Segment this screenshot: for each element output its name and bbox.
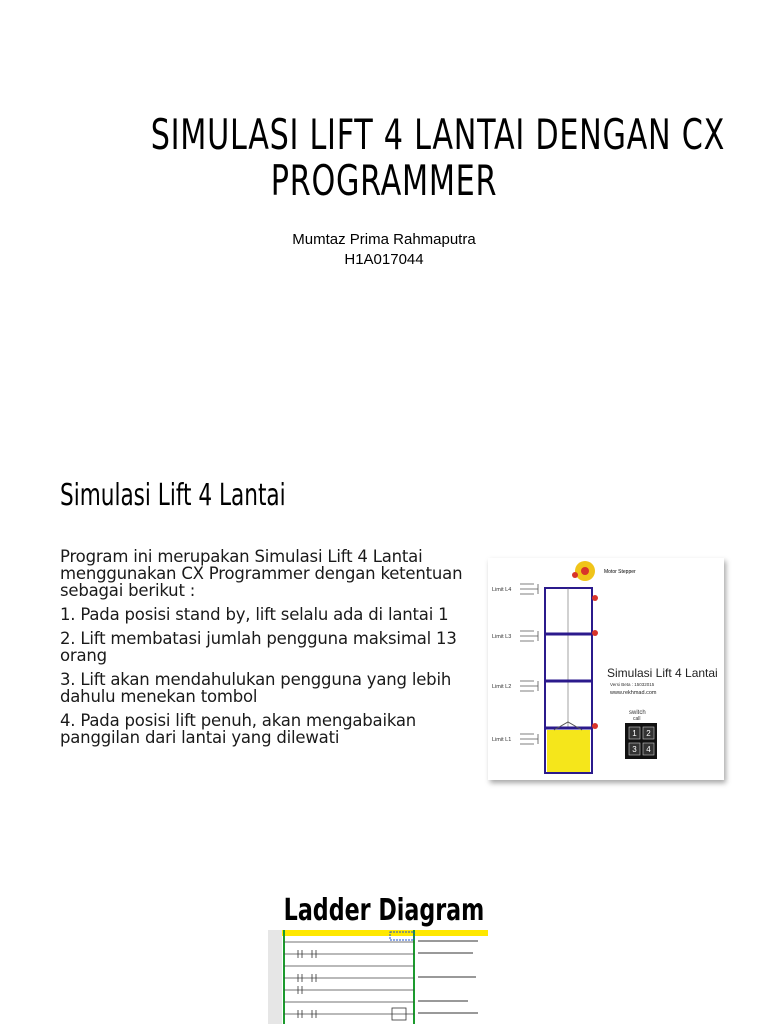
limit-switch-icon: [520, 734, 538, 744]
rule-item-4: 4. Pada posisi lift penuh, akan mengabaikan panggilan dari lantai yang dilewati: [60, 711, 417, 747]
limit-label-3: Limit L3: [492, 634, 512, 640]
sensor-icon: [592, 595, 598, 601]
limit-label-1: Limit L1: [492, 737, 512, 743]
slide-subtitle: [0, 230, 768, 270]
comment-text: [418, 976, 476, 978]
slide-title-line-1: SIMULASI LIFT 4 LANTAI DENGAN CX: [150, 110, 726, 159]
limit-label-4: Limit L4: [492, 587, 512, 593]
call-label: call: [633, 716, 641, 722]
call-button-1-label: 1: [632, 729, 637, 738]
motor-label: Motor Stepper: [604, 569, 636, 575]
figure-website: www.rekhmad.com: [610, 690, 657, 696]
limit-switch-icon: [520, 631, 538, 641]
limit-label-2: Limit L2: [492, 684, 512, 690]
comment-text: [418, 1012, 478, 1014]
ladder-diagram: [268, 930, 488, 1024]
comment-text: [418, 952, 473, 954]
author-name: Mumtaz Prima Rahmaputra: [292, 231, 476, 248]
rule-item-1: 1. Pada posisi stand by, lift selalu ada di lantai 1: [60, 605, 449, 624]
lift-car: [547, 730, 590, 772]
sensor-icon: [592, 630, 598, 636]
comment-text: [418, 940, 478, 942]
slide-title-line-2: PROGRAMMER: [270, 156, 498, 205]
student-id: H1A017044: [344, 251, 424, 268]
ladder-diagram-image: [268, 930, 488, 1024]
body-text: [60, 548, 480, 753]
ladder-heading: Ladder Diagram: [283, 893, 485, 928]
rule-item-2: 2. Lift membatasi jumlah pengguna maksimal 13 orang: [60, 629, 457, 665]
ladder-highlight-bar: [268, 930, 488, 936]
motor-hub-icon: [581, 567, 589, 575]
limit-switch-icon: [520, 681, 538, 691]
call-button-4-label: 4: [646, 745, 651, 754]
switch-label: switch: [629, 710, 646, 716]
sensor-icon: [572, 572, 578, 578]
figure-version: Versi Beta : 15032015: [610, 682, 655, 687]
limit-switch-icon: [520, 584, 538, 594]
comment-text: [418, 1000, 468, 1002]
lift-diagram: [488, 558, 724, 780]
section-heading: Simulasi Lift 4 Lantai: [60, 478, 286, 513]
slide-title: [150, 110, 726, 205]
ladder-line-numbers: [268, 930, 282, 1024]
sensor-icon: [592, 723, 598, 729]
call-button-2-label: 2: [646, 729, 651, 738]
rule-item-3: 3. Lift akan mendahulukan pengguna yang lebih dahulu menekan tombol: [60, 670, 452, 706]
figure-title: Simulasi Lift 4 Lantai: [607, 666, 718, 680]
lift-simulation-figure: [488, 558, 724, 780]
call-button-3-label: 3: [632, 745, 637, 754]
intro-paragraph: Program ini merupakan Simulasi Lift 4 Lantai menggunakan CX Programmer dengan ketentuan sebagai berikut :: [60, 547, 463, 600]
